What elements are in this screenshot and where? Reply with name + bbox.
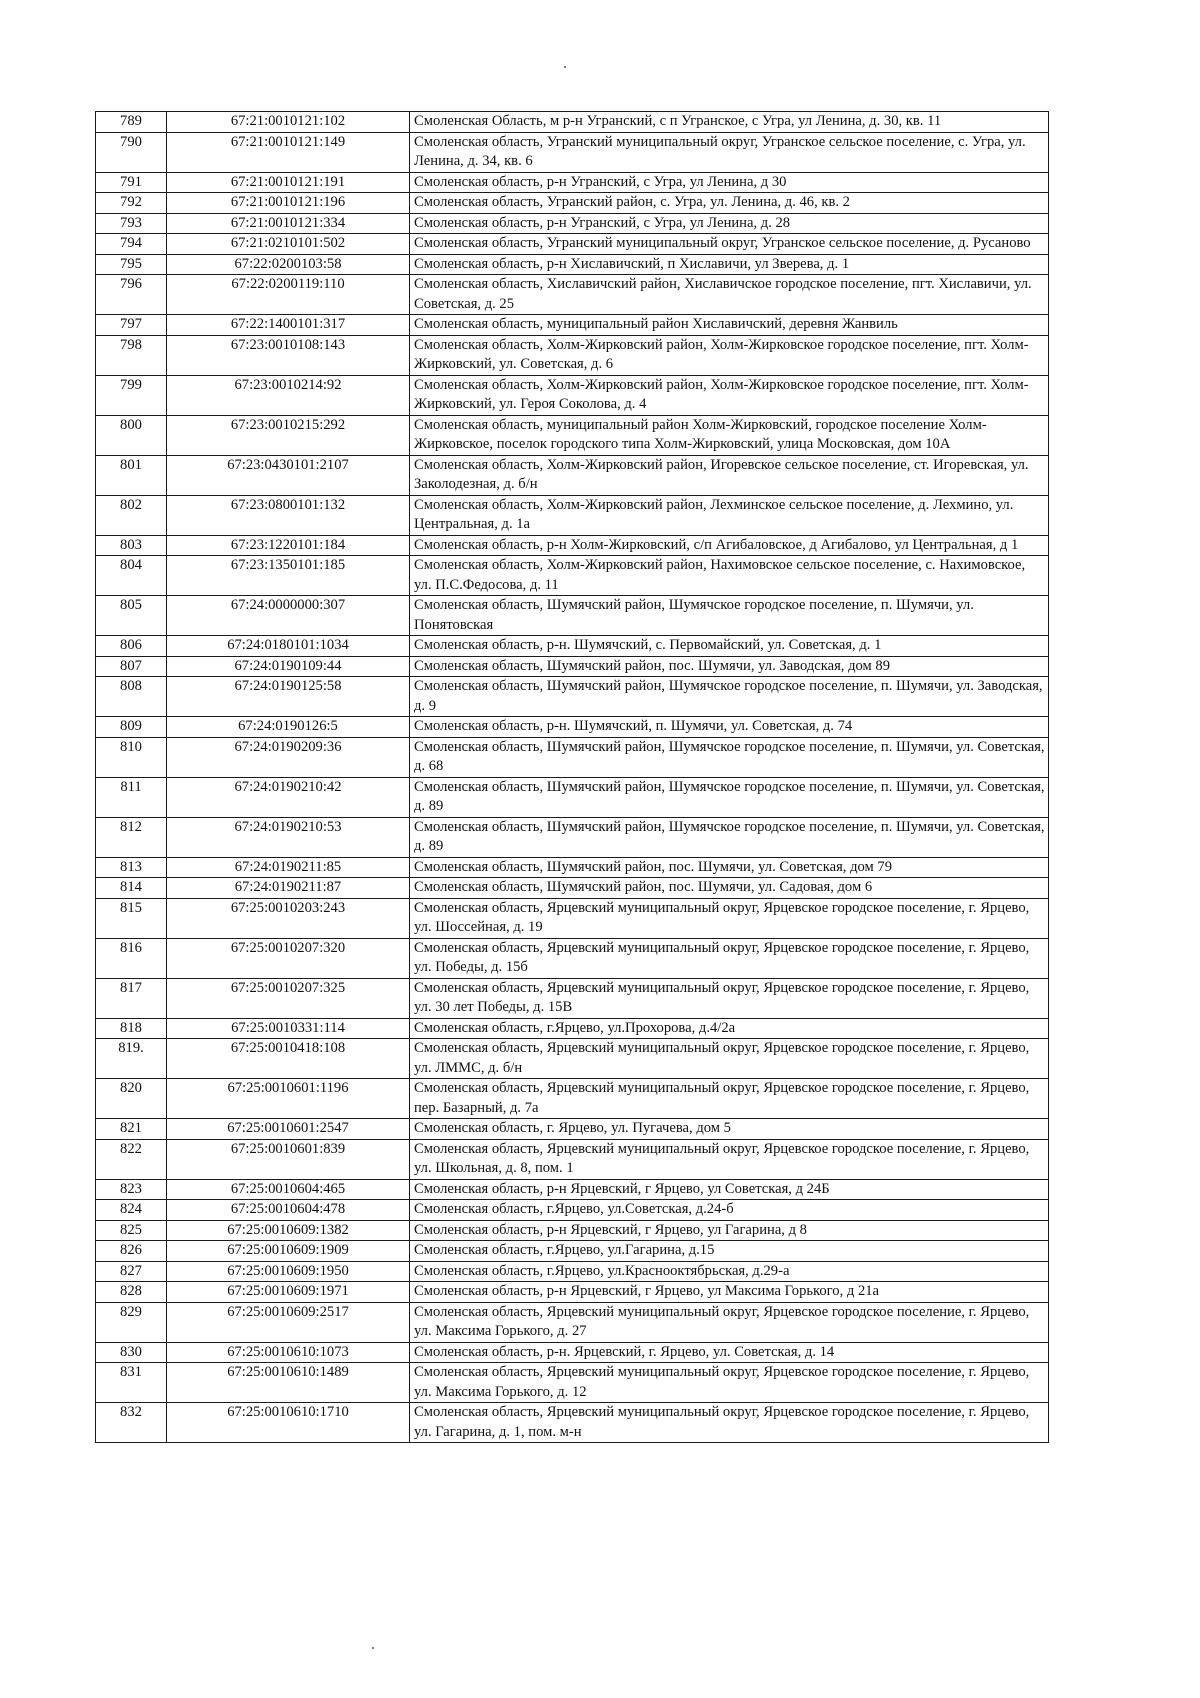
row-number-cell: 811: [96, 777, 167, 817]
cadastral-number-cell: 67:24:0190210:53: [167, 817, 410, 857]
row-number-cell: 806: [96, 636, 167, 657]
cadastral-number-cell: 67:25:0010609:1971: [167, 1282, 410, 1303]
row-number-cell: 812: [96, 817, 167, 857]
address-cell: Смоленская область, Шумячский район, пос. Шумячи, ул. Садовая, дом 6: [410, 878, 1049, 899]
address-cell: Смоленская область, муниципальный район Хиславичский, деревня Жанвиль: [410, 315, 1049, 336]
row-number-cell: 823: [96, 1179, 167, 1200]
row-number-cell: 827: [96, 1261, 167, 1282]
address-cell: Смоленская область, Ярцевский муниципальный округ, Ярцевское городское поселение, г. Ярцево, ул. Максима Горького, д. 27: [410, 1302, 1049, 1342]
row-number-cell: 821: [96, 1119, 167, 1140]
address-cell: Смоленская область, р-н. Шумячский, п. Шумячи, ул. Советская, д. 74: [410, 717, 1049, 738]
table-row: [96, 1403, 1049, 1443]
row-number-cell: 801: [96, 455, 167, 495]
row-number-cell: 819.: [96, 1039, 167, 1079]
cadastral-number-cell: 67:25:0010601:1196: [167, 1079, 410, 1119]
row-number-cell: 817: [96, 978, 167, 1018]
cadastral-number-cell: 67:21:0010121:102: [167, 112, 410, 133]
cadastral-number-cell: 67:25:0010609:1909: [167, 1241, 410, 1262]
row-number-cell: 813: [96, 857, 167, 878]
row-number-cell: 809: [96, 717, 167, 738]
address-cell: Смоленская область, Шумячский район, пос. Шумячи, ул. Заводская, дом 89: [410, 656, 1049, 677]
table-row: [96, 677, 1049, 717]
address-cell: Смоленская Область, м р-н Угранский, с п Угранское, с Угра, ул Ленина, д. 30, кв. 11: [410, 112, 1049, 133]
cadastral-number-cell: 67:25:0010418:108: [167, 1039, 410, 1079]
table-row: [96, 1302, 1049, 1342]
table-row: [96, 1039, 1049, 1079]
table-row: [96, 1119, 1049, 1140]
row-number-cell: 796: [96, 275, 167, 315]
table-row: [96, 213, 1049, 234]
address-cell: Смоленская область, Угранский муниципальный округ, Угранское сельское поселение, д. Русаново: [410, 234, 1049, 255]
row-number-cell: 829: [96, 1302, 167, 1342]
cadastral-number-cell: 67:23:0010215:292: [167, 415, 410, 455]
table-row: [96, 556, 1049, 596]
row-number-cell: 790: [96, 132, 167, 172]
table-row: [96, 1220, 1049, 1241]
cadastral-number-cell: 67:24:0190125:58: [167, 677, 410, 717]
table-row: [96, 335, 1049, 375]
table-row: [96, 1261, 1049, 1282]
cadastral-number-cell: 67:23:1220101:184: [167, 535, 410, 556]
cadastral-number-cell: 67:25:0010609:2517: [167, 1302, 410, 1342]
cadastral-number-cell: 67:25:0010609:1950: [167, 1261, 410, 1282]
row-number-cell: 803: [96, 535, 167, 556]
cadastral-number-cell: 67:25:0010601:839: [167, 1139, 410, 1179]
cadastral-number-cell: 67:21:0010121:149: [167, 132, 410, 172]
address-cell: Смоленская область, Ярцевский муниципальный округ, Ярцевское городское поселение, г. Ярцево, ул. Максима Горького, д. 12: [410, 1363, 1049, 1403]
row-number-cell: 800: [96, 415, 167, 455]
row-number-cell: 808: [96, 677, 167, 717]
cadastral-number-cell: 67:21:0210101:502: [167, 234, 410, 255]
table-row: [96, 193, 1049, 214]
table-row: [96, 234, 1049, 255]
cadastral-number-cell: 67:25:0010610:1489: [167, 1363, 410, 1403]
table-row: [96, 857, 1049, 878]
cadastral-number-cell: 67:25:0010610:1710: [167, 1403, 410, 1443]
table-row: [96, 315, 1049, 336]
address-cell: Смоленская область, Шумячский район, Шумячское городское поселение, п. Шумячи, ул. Заводская, д. 9: [410, 677, 1049, 717]
cadastral-number-cell: 67:23:0010214:92: [167, 375, 410, 415]
address-cell: Смоленская область, г. Ярцево, ул. Пугачева, дом 5: [410, 1119, 1049, 1140]
address-cell: Смоленская область, Ярцевский муниципальный округ, Ярцевское городское поселение, г. Ярцево, ул. Гагарина, д. 1, пом. м-н: [410, 1403, 1049, 1443]
table-row: [96, 1139, 1049, 1179]
row-number-cell: 814: [96, 878, 167, 899]
row-number-cell: 795: [96, 254, 167, 275]
address-cell: Смоленская область, р-н Холм-Жирковский, с/п Агибаловское, д Агибалово, ул Центральная, д 1: [410, 535, 1049, 556]
row-number-cell: 831: [96, 1363, 167, 1403]
address-cell: Смоленская область, Ярцевский муниципальный округ, Ярцевское городское поселение, г. Ярцево, ул. Школьная, д. 8, пом. 1: [410, 1139, 1049, 1179]
address-cell: Смоленская область, Угранский муниципальный округ, Угранское сельское поселение, с. Угра, ул. Ленина, д. 34, кв. 6: [410, 132, 1049, 172]
scan-speck: [372, 1647, 374, 1649]
row-number-cell: 789: [96, 112, 167, 133]
table-row: [96, 656, 1049, 677]
address-cell: Смоленская область, Шумячский район, Шумячское городское поселение, п. Шумячи, ул. Советская, д. 68: [410, 737, 1049, 777]
address-cell: Смоленская область, р-н Хиславичский, п Хиславичи, ул Зверева, д. 1: [410, 254, 1049, 275]
cadastral-number-cell: 67:25:0010207:325: [167, 978, 410, 1018]
row-number-cell: 802: [96, 495, 167, 535]
table-row: [96, 1079, 1049, 1119]
table-row: [96, 938, 1049, 978]
table-row: [96, 737, 1049, 777]
table-row: [96, 495, 1049, 535]
table-row: [96, 375, 1049, 415]
address-cell: Смоленская область, Шумячский район, Шумячское городское поселение, п. Шумячи, ул. Советская, д. 89: [410, 817, 1049, 857]
row-number-cell: 816: [96, 938, 167, 978]
address-cell: Смоленская область, р-н Угранский, с Угра, ул Ленина, д 30: [410, 172, 1049, 193]
address-cell: Смоленская область, муниципальный район Холм-Жирковский, городское поселение Холм-Жирковское, поселок городского типа Холм-Жирковский, улица Московская, дом 10А: [410, 415, 1049, 455]
address-cell: Смоленская область, Шумячский район, пос. Шумячи, ул. Советская, дом 79: [410, 857, 1049, 878]
row-number-cell: 804: [96, 556, 167, 596]
cadastral-number-cell: 67:23:0430101:2107: [167, 455, 410, 495]
table-row: [96, 817, 1049, 857]
table-row: [96, 636, 1049, 657]
cadastral-number-cell: 67:25:0010604:478: [167, 1200, 410, 1221]
row-number-cell: 805: [96, 596, 167, 636]
cadastral-number-cell: 67:25:0010203:243: [167, 898, 410, 938]
cadastral-number-cell: 67:24:0190209:36: [167, 737, 410, 777]
table-row: [96, 596, 1049, 636]
address-cell: Смоленская область, Холм-Жирковский район, Игоревское сельское поселение, ст. Игоревская, ул. Заколодезная, д. б/н: [410, 455, 1049, 495]
row-number-cell: 822: [96, 1139, 167, 1179]
scan-speck: [564, 66, 566, 68]
row-number-cell: 792: [96, 193, 167, 214]
cadastral-number-cell: 67:25:0010610:1073: [167, 1342, 410, 1363]
cadastral-number-cell: 67:22:0200103:58: [167, 254, 410, 275]
address-cell: Смоленская область, Холм-Жирковский район, Холм-Жирковское городское поселение, пгт. Холм-Жирковский, ул. Советская, д. 6: [410, 335, 1049, 375]
row-number-cell: 824: [96, 1200, 167, 1221]
registry-table-body: [96, 112, 1049, 1443]
table-row: [96, 1342, 1049, 1363]
row-number-cell: 820: [96, 1079, 167, 1119]
cadastral-number-cell: 67:25:0010207:320: [167, 938, 410, 978]
address-cell: Смоленская область, р-н Ярцевский, г Ярцево, ул Гагарина, д 8: [410, 1220, 1049, 1241]
table-row: [96, 535, 1049, 556]
row-number-cell: 815: [96, 898, 167, 938]
address-cell: Смоленская область, Холм-Жирковский район, Холм-Жирковское городское поселение, пгт. Холм-Жирковский, ул. Героя Соколова, д. 4: [410, 375, 1049, 415]
cadastral-number-cell: 67:24:0190109:44: [167, 656, 410, 677]
row-number-cell: 828: [96, 1282, 167, 1303]
cadastral-number-cell: 67:22:1400101:317: [167, 315, 410, 336]
row-number-cell: 830: [96, 1342, 167, 1363]
cadastral-number-cell: 67:24:0190211:87: [167, 878, 410, 899]
table-row: [96, 275, 1049, 315]
table-row: [96, 172, 1049, 193]
row-number-cell: 797: [96, 315, 167, 336]
table-row: [96, 898, 1049, 938]
table-row: [96, 878, 1049, 899]
cadastral-number-cell: 67:24:0190210:42: [167, 777, 410, 817]
row-number-cell: 825: [96, 1220, 167, 1241]
cadastral-number-cell: 67:24:0190126:5: [167, 717, 410, 738]
table-row: [96, 1200, 1049, 1221]
cadastral-number-cell: 67:24:0000000:307: [167, 596, 410, 636]
address-cell: Смоленская область, Ярцевский муниципальный округ, Ярцевское городское поселение, г. Ярцево, ул. 30 лет Победы, д. 15В: [410, 978, 1049, 1018]
cadastral-number-cell: 67:25:0010601:2547: [167, 1119, 410, 1140]
address-cell: Смоленская область, р-н Ярцевский, г Ярцево, ул Советская, д 24Б: [410, 1179, 1049, 1200]
cadastral-number-cell: 67:23:0010108:143: [167, 335, 410, 375]
cadastral-number-cell: 67:25:0010604:465: [167, 1179, 410, 1200]
row-number-cell: 794: [96, 234, 167, 255]
address-cell: Смоленская область, Ярцевский муниципальный округ, Ярцевское городское поселение, г. Ярцево, ул. ЛММС, д. б/н: [410, 1039, 1049, 1079]
cadastral-number-cell: 67:23:0800101:132: [167, 495, 410, 535]
table-row: [96, 254, 1049, 275]
cadastral-number-cell: 67:25:0010331:114: [167, 1018, 410, 1039]
cadastral-number-cell: 67:25:0010609:1382: [167, 1220, 410, 1241]
row-number-cell: 826: [96, 1241, 167, 1262]
table-row: [96, 415, 1049, 455]
table-row: [96, 132, 1049, 172]
address-cell: Смоленская область, Шумячский район, Шумячское городское поселение, п. Шумячи, ул. Советская, д. 89: [410, 777, 1049, 817]
address-cell: Смоленская область, р-н. Ярцевский, г. Ярцево, ул. Советская, д. 14: [410, 1342, 1049, 1363]
cadastral-number-cell: 67:21:0010121:196: [167, 193, 410, 214]
address-cell: Смоленская область, Хиславичский район, Хиславичское городское поселение, пгт. Хиславичи, ул. Советская, д. 25: [410, 275, 1049, 315]
table-row: [96, 978, 1049, 1018]
table-row: [96, 1241, 1049, 1262]
address-cell: Смоленская область, Ярцевский муниципальный округ, Ярцевское городское поселение, г. Ярцево, ул. Шоссейная, д. 19: [410, 898, 1049, 938]
table-row: [96, 777, 1049, 817]
table-row: [96, 112, 1049, 133]
row-number-cell: 818: [96, 1018, 167, 1039]
property-registry-table: [95, 111, 1049, 1443]
table-row: [96, 1363, 1049, 1403]
table-row: [96, 1179, 1049, 1200]
table-row: [96, 717, 1049, 738]
cadastral-number-cell: 67:24:0180101:1034: [167, 636, 410, 657]
address-cell: Смоленская область, Холм-Жирковский район, Нахимовское сельское поселение, с. Нахимовское, ул. П.С.Федосова, д. 11: [410, 556, 1049, 596]
table-row: [96, 1018, 1049, 1039]
cadastral-number-cell: 67:24:0190211:85: [167, 857, 410, 878]
cadastral-number-cell: 67:23:1350101:185: [167, 556, 410, 596]
address-cell: Смоленская область, Угранский район, с. Угра, ул. Ленина, д. 46, кв. 2: [410, 193, 1049, 214]
row-number-cell: 810: [96, 737, 167, 777]
table-row: [96, 455, 1049, 495]
row-number-cell: 807: [96, 656, 167, 677]
address-cell: Смоленская область, Ярцевский муниципальный округ, Ярцевское городское поселение, г. Ярцево, ул. Победы, д. 15б: [410, 938, 1049, 978]
row-number-cell: 832: [96, 1403, 167, 1443]
row-number-cell: 791: [96, 172, 167, 193]
address-cell: Смоленская область, р-н Угранский, с Угра, ул Ленина, д. 28: [410, 213, 1049, 234]
address-cell: Смоленская область, р-н Ярцевский, г Ярцево, ул Максима Горького, д 21а: [410, 1282, 1049, 1303]
cadastral-number-cell: 67:22:0200119:110: [167, 275, 410, 315]
cadastral-number-cell: 67:21:0010121:191: [167, 172, 410, 193]
address-cell: Смоленская область, г.Ярцево, ул.Гагарина, д.15: [410, 1241, 1049, 1262]
address-cell: Смоленская область, г.Ярцево, ул.Краснооктябрьская, д.29-а: [410, 1261, 1049, 1282]
address-cell: Смоленская область, Холм-Жирковский район, Лехминское сельское поселение, д. Лехмино, ул. Центральная, д. 1а: [410, 495, 1049, 535]
address-cell: Смоленская область, р-н. Шумячский, с. Первомайский, ул. Советская, д. 1: [410, 636, 1049, 657]
address-cell: Смоленская область, Шумячский район, Шумячское городское поселение, п. Шумячи, ул. Понятовская: [410, 596, 1049, 636]
address-cell: Смоленская область, Ярцевский муниципальный округ, Ярцевское городское поселение, г. Ярцево, пер. Базарный, д. 7а: [410, 1079, 1049, 1119]
cadastral-number-cell: 67:21:0010121:334: [167, 213, 410, 234]
row-number-cell: 799: [96, 375, 167, 415]
row-number-cell: 793: [96, 213, 167, 234]
row-number-cell: 798: [96, 335, 167, 375]
table-row: [96, 1282, 1049, 1303]
address-cell: Смоленская область, г.Ярцево, ул.Прохорова, д.4/2а: [410, 1018, 1049, 1039]
address-cell: Смоленская область, г.Ярцево, ул.Советская, д.24-б: [410, 1200, 1049, 1221]
